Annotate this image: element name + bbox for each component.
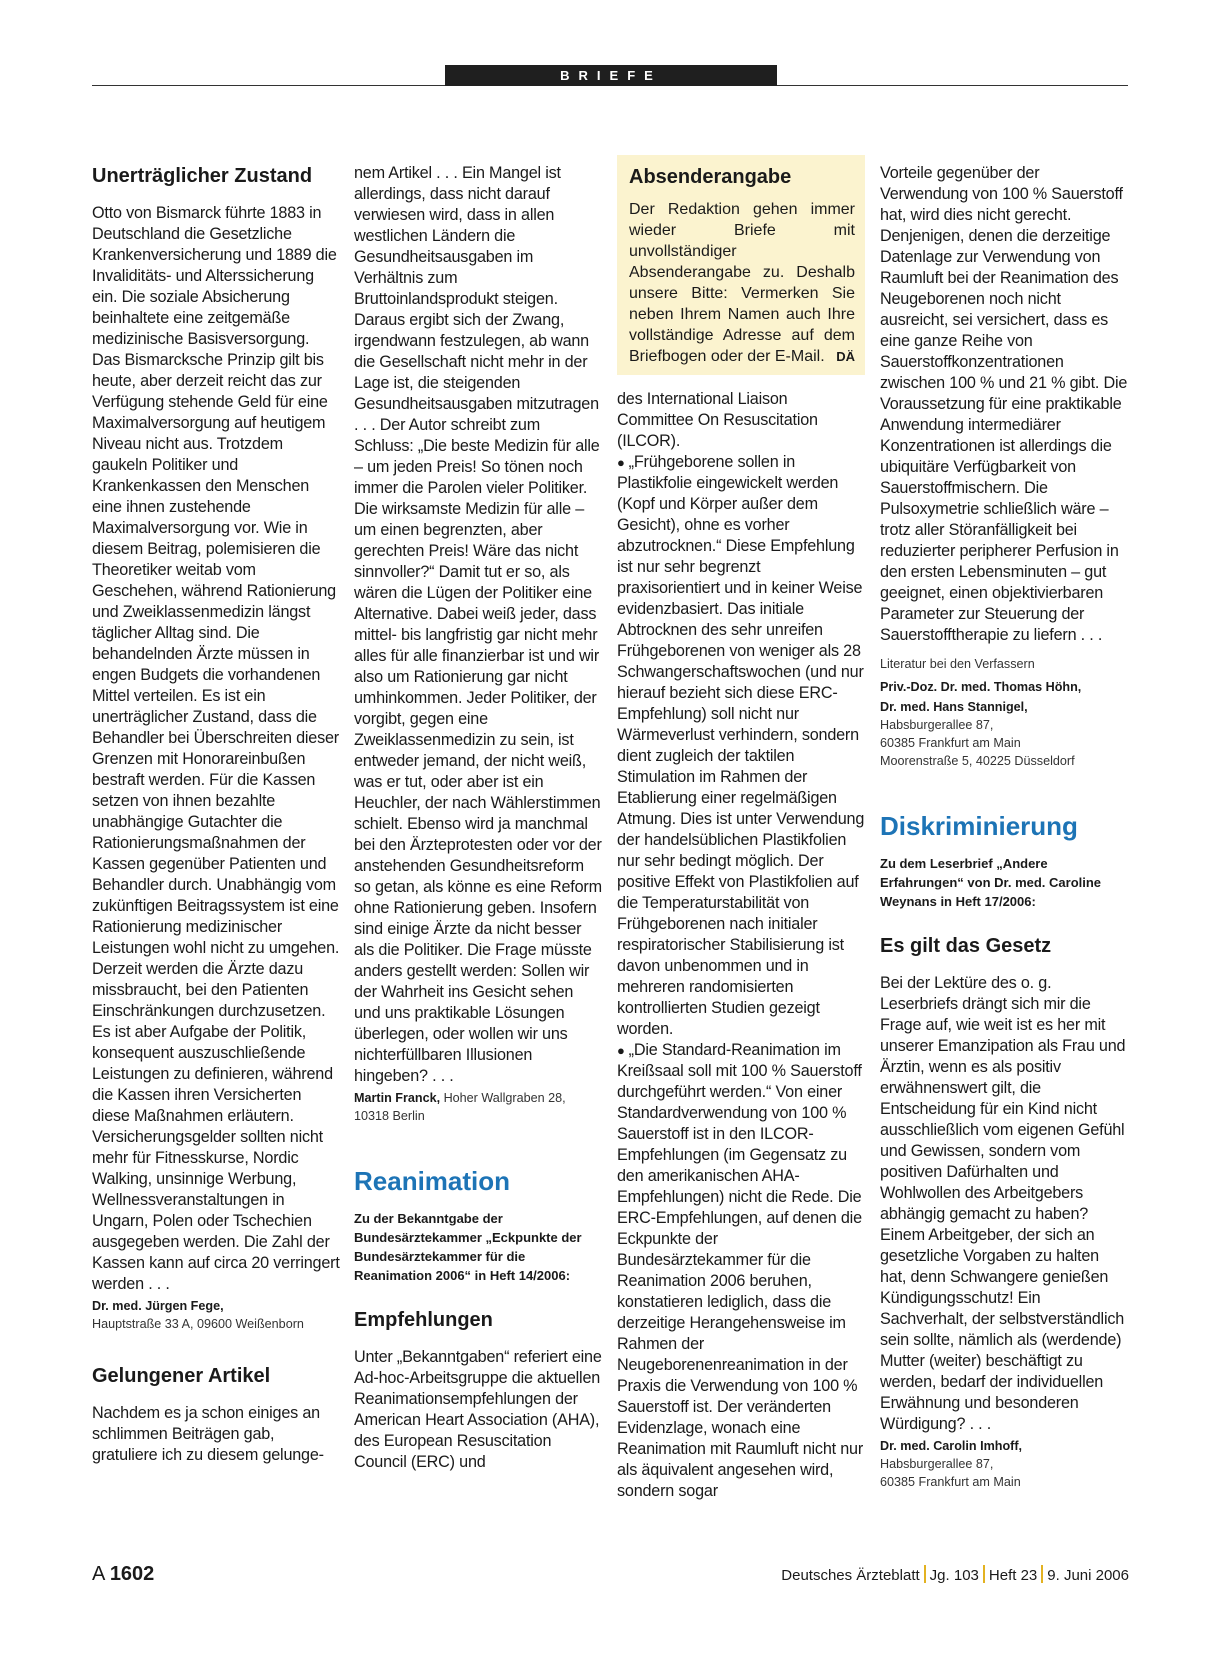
column-2: [354, 163, 602, 1473]
letter-address: Hauptstraße 33 A, 09600 Weißenborn: [92, 1317, 304, 1331]
info-box-text: [629, 199, 855, 367]
letter-author: Dr. med. Hans Stannigel,: [880, 700, 1028, 714]
letter-title: Es gilt das Gesetz: [880, 935, 1052, 957]
letter-body-point: [617, 1040, 865, 1502]
journal-info: [781, 1565, 1129, 1586]
journal-volume: Jg. 103: [929, 1567, 979, 1584]
column-1: [92, 163, 340, 1466]
letter-title: Unerträglicher Zustand: [92, 165, 313, 187]
column-4: [880, 163, 1128, 1491]
info-box-sign: DÄ: [836, 349, 855, 364]
letter-address: Habsburgerallee 87,: [880, 718, 994, 732]
section-intro: Zu dem Leserbrief „Andere Erfahrungen“ von Dr. med. Caroline Weynans in Heft 17/2006:: [880, 856, 1102, 909]
section-label: BRIEFE: [445, 65, 777, 86]
bullet-icon: ●: [617, 1043, 625, 1058]
literature-note: Literatur bei den Verfassern: [880, 657, 1035, 671]
letter-author: Martin Franck,: [354, 1091, 441, 1105]
letter-body: Unter „Bekanntgaben“ referiert eine Ad-hoc-Arbeitsgruppe die aktuellen Reanimationsempfehlungen der American Heart Association (AHA), des European Resuscitation Council (ERC) und: [354, 1348, 602, 1471]
letter-author: Dr. med. Jürgen Fege,: [92, 1299, 224, 1313]
info-box-body: Der Redaktion gehen immer wieder Briefe mit unvollständiger Absenderangabe zu. Deshalb unsere Bitte: Vermerken Sie neben Ihrem Namen auch Ihre vollständige Adresse auf dem Briefbogen oder der E-Mail.: [629, 201, 855, 365]
separator: [983, 1565, 985, 1583]
letter-body: des International Liaison Committee On Resuscitation (ILCOR).: [617, 390, 818, 450]
letter-body: Otto von Bismarck führte 1883 in Deutschland die Gesetzliche Krankenversicherung und 1889 die Invaliditäts- und Alterssicherung ein. Die soziale Absicherung beinhaltete eine zeitgemäße medizinische Basisversorgung. Das Bismarcksche Prinzip gilt bis heute, aber derzeit reicht das zur Verfügung stehende Geld für eine Maximalversorgung auf heutigem Niveau nicht aus. Trotzdem gaukeln Politiker und Krankenkassen den Menschen eine ihnen zustehende Maximalversorgung vor. Wie in diesem Beitrag, polemisieren die Theoretiker weitab vom Geschehen, während Rationierung und Zweiklassenmedizin längst täglicher Alltag sind. Die behandelnden Ärzte müssen in engen Budgets die vorhandenen Mittel verteilen. Es ist ein unerträglicher Zustand, dass die Behandler bei Überschreiten dieser Grenzen mit Honorareinbußen bestraft werden. Für die Kassen setzen von ihnen bezahlte unabhängige Gutachter die Rationierungsmaßnahmen der Kassen gegenüber Patienten und Behandler durch. Unabhängig vom zukünftigen Beitragssystem ist eine Rationierung medizinischer Leistungen wohl nicht zu umgehen. Derzeit werden die Ärzte dazu missbraucht, bei den Patienten Einschränkungen durchzusetzen. Es ist aber Aufgabe der Politik, konsequent auszuschließende Leistungen zu definieren, während die Kassen ihren Versicherten diese Maßnahmen erläutern. Versicherungsgelder sollten nicht mehr für Fitnesskurse, Nordic Walking, unsinnige Werbung, Wellnessveranstaltungen in Ungarn, Polen oder Tschechien ausgegeben werden. Die Zahl der Kassen kann auf circa 20 verringert werden . . .: [92, 204, 340, 1293]
journal-date: 9. Juni 2006: [1047, 1567, 1129, 1584]
letter-address: 60385 Frankfurt am Main: [880, 736, 1021, 750]
letter-body: Nachdem es ja schon einiges an schlimmen Beiträgen gab, gratuliere ich zu diesem gelunge-: [92, 1404, 324, 1464]
column-3: [617, 163, 865, 1502]
letter-address: 60385 Frankfurt am Main: [880, 1475, 1021, 1489]
letter-title: Empfehlungen: [354, 1309, 493, 1331]
letter-body: Vorteile gegenüber der Verwendung von 100 % Sauerstoff hat, wird dies nicht gerecht. Denjenigen, denen die derzeitige Datenlage zur Verwendung von Raumluft bei der Reanimation des Neugeborenen noch nicht ausreicht, sei versichert, dass es eine ganze Reihe von Sauerstoffkonzentrationen zwischen 100 % und 21 % gibt. Die Voraussetzung für eine praktikable Anwendung intermediärer Konzentrationen ist allerdings die ubiquitäre Verfügbarkeit von Sauerstoffmischern. Die Pulsoxymetrie schließlich wäre – trotz aller Störanfälligkeit bei reduzierter peripherer Perfusion in den ersten Lebensminuten – gut geeignet, einen objektivierbaren Parameter zur Steuerung der Sauerstofftherapie zu liefern . . .: [880, 164, 1128, 644]
bullet-icon: ●: [617, 455, 625, 470]
letter-body-continued: nem Artikel . . . Ein Mangel ist allerdings, dass nicht darauf verwiesen wird, dass in allen westlichen Ländern die Gesundheitsausgaben im Verhältnis zum Bruttoinlandsprodukt steigen. Daraus ergibt sich der Zwang, irgendwann festzulegen, ab wann die Gesellschaft nicht mehr in der Lage ist, die steigenden Gesundheitsausgaben mitzutragen . . . Der Autor schreibt zum Schluss: „Die beste Medizin für alle – um jeden Preis! So tönen noch immer die Parolen vieler Politiker. Die wirksamste Medizin für alle – um einen begrenzten, aber gerechten Preis! Wäre das nicht sinnvoller?“ Damit tut er so, als wären die Lügen der Politiker eine Alternative. Dabei weiß jeder, dass mittel- bis langfristig gar nicht mehr alles für alle finanzierbar ist und wir also um Rationierung gar nicht umhinkommen. Jeder Politiker, der vorgibt, gegen eine Zweiklassenmedizin zu sein, ist entweder jemand, der nicht weiß, was er tut, oder aber ist ein Heuchler, der nach Wählerstimmen schielt. Ebenso wird ja manchmal bei den Ärzteprotesten oder vor der anstehenden Gesundheitsreform so getan, als könne es eine Reform ohne Rationierung geben. Insofern sind einige Ärzte da nicht besser als die Politiker. Die Frage müsste anders gestellt werden: Sollen wir der Wahrheit ins Gesicht sehen und uns praktikable Lösungen überlegen, oder wollen wir uns nichterfüllbaren Illusionen hingeben? . . .: [354, 164, 602, 1085]
journal-issue: Heft 23: [988, 1567, 1038, 1584]
letter-body-point: [617, 452, 865, 1040]
letter-author: Priv.-Doz. Dr. med. Thomas Höhn,: [880, 680, 1082, 694]
page-number: [92, 1562, 154, 1586]
separator: [1041, 1565, 1043, 1583]
info-box: [617, 155, 865, 375]
letter-address: Moorenstraße 5, 40225 Düsseldorf: [880, 754, 1075, 768]
letter-signature: [354, 1089, 602, 1125]
letter-body: Bei der Lektüre des o. g. Leserbriefs drängt sich mir die Frage auf, wie weit ist es her mit unserer Emanzipation als Frau und Ärztin, wenn es als positiv erwähnenswert gilt, die Entscheidung für ein Kind nicht ausschließlich vom eigenen Gefühl und Gewissen, sondern vom positiven Dafürhalten und Wohlwollen des Arbeitgebers abhängig gemacht zu haben? Einem Arbeitgeber, der sich an gesetzliche Vorgaben zu halten hat, denn Schwangere genießen Kündigungsschutz! Ein Sachverhalt, der selbstverständlich sein sollte, nämlich als (werdende) Mutter (weiter) beschäftigt zu werden, bedarf der individuellen Erwähnung und besonderen Würdigung? . . .: [880, 974, 1126, 1433]
letter-address: Habsburgerallee 87,: [880, 1457, 994, 1471]
page-number-value: 1602: [109, 1563, 155, 1585]
section-heading: Diskriminierung: [880, 811, 1078, 841]
section-intro: Zu der Bekanntgabe der Bundesärztekammer „Eckpunkte der Bundesärztekammer für die Reanimation 2006“ in Heft 14/2006:: [354, 1211, 582, 1283]
separator: [924, 1565, 926, 1583]
point-text: „Die Standard-Reanimation im Kreißsaal soll mit 100 % Sauerstoff durchgeführt werden.“ Von einer Standardverwendung von 100 % Sauerstoff ist in den ILCOR-Empfehlungen (im Gegensatz zu den amerikanischen AHA-Empfehlungen) nicht die Rede. Die ERC-Empfehlungen, auf denen die Eckpunkte der Bundesärztekammer für die Reanimation 2006 beruhen, konstatieren lediglich, dass die derzeitige Herangehensweise im Rahmen der Neugeborenenreanimation in der Praxis die Verwendung von 100 % Sauerstoff ist. Der veränderten Evidenzlage, wonach eine Reanimation mit Raumluft nicht nur als äquivalent angesehen wird, sondern sogar: [617, 1041, 864, 1500]
journal-name: Deutsches Ärzteblatt: [781, 1567, 920, 1584]
letter-title: Gelungener Artikel: [92, 1365, 271, 1387]
point-text: „Frühgeborene sollen in Plastikfolie eingewickelt werden (Kopf und Körper außer dem Gesicht), ohne es vorher abzutrocknen.“ Diese Empfehlung ist nur sehr begrenzt praxisorientiert und in keiner Weise evidenzbasiert. Das initiale Abtrocknen des sehr unreifen Frühgeborenen von weniger als 28 Schwangerschaftswochen (und nur hierauf bezieht sich diese ERC-Empfehlung) soll nicht nur Wärmeverlust verhindern, sondern dient zugleich der taktilen Stimulation im Rahmen der Etablierung einer regelmäßigen Atmung. Dies ist unter Verwendung der handelsüblichen Plastikfolien nur sehr bedingt möglich. Der positive Effekt von Plastikfolien auf die Temperaturstabilität von Frühgeborenen nach initialer respiratorischer Stabilisierung ist davon unbenommen und in mehreren randomisierten kontrollierten Studien gezeigt worden.: [617, 453, 865, 1038]
page-prefix: A: [92, 1563, 105, 1585]
section-heading: Reanimation: [354, 1166, 511, 1196]
letter-address: Hoher Wallgraben 28, 10318 Berlin: [354, 1091, 566, 1123]
info-box-title: Absenderangabe: [629, 166, 792, 188]
letter-author: Dr. med. Carolin Imhoff,: [880, 1439, 1023, 1453]
